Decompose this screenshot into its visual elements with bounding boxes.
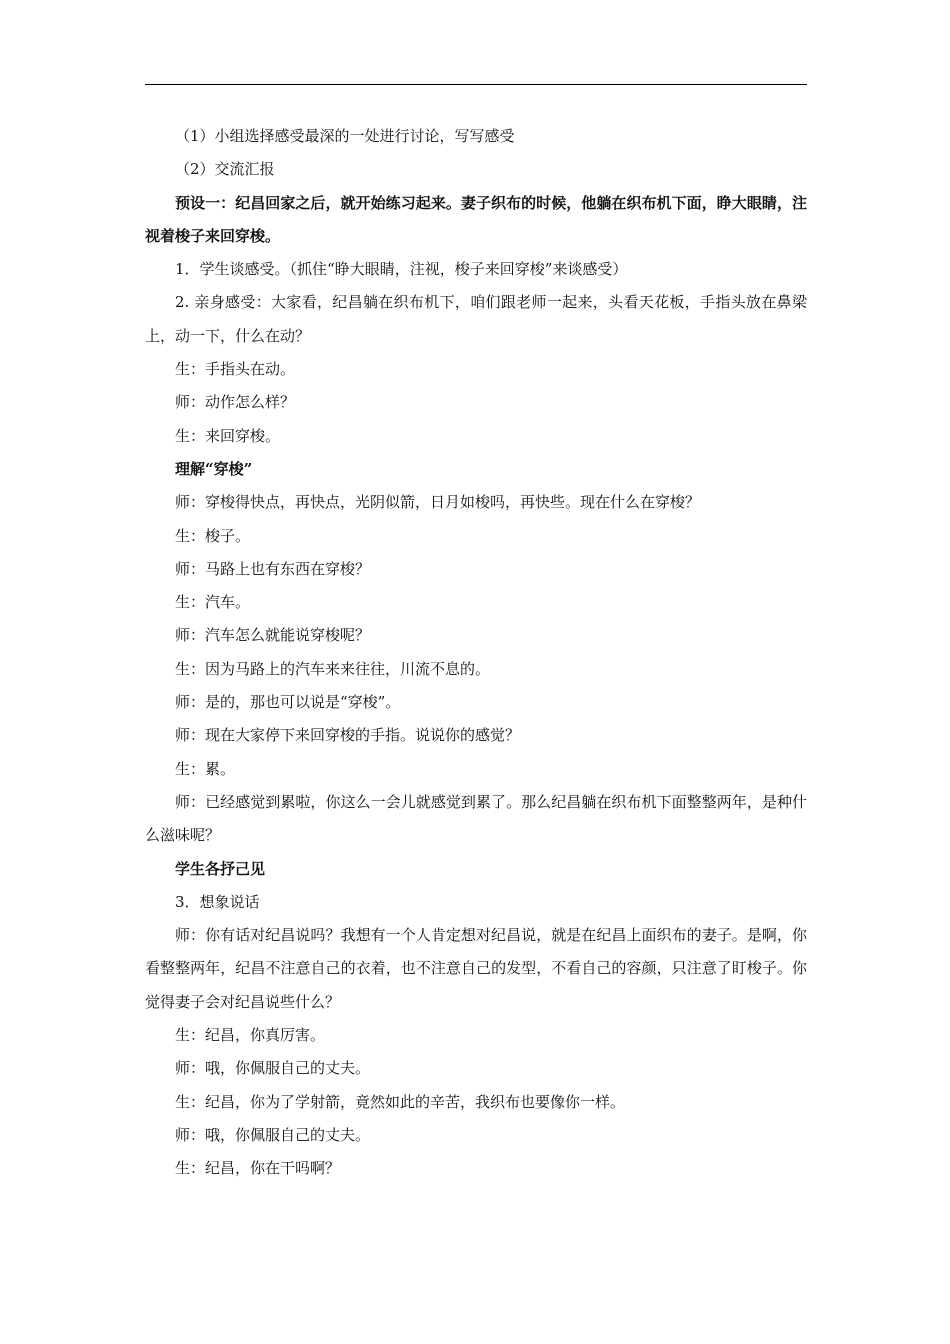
dialogue-line: 师：你有话对纪昌说吗？我想有一个人肯定想对纪昌说，就是在纪昌上面织布的妻子。是啊，你看整整两年，纪昌不注意自己的衣着，也不注意自己的发型，不看自己的容颜，只注意了盯梭子。你觉得妻子会对纪昌说些什么？ — [145, 926, 807, 1011]
dialogue-line: 师：现在大家停下来回穿梭的手指。说说你的感觉？ — [175, 726, 521, 745]
paragraph: （1）小组选择感受最深的一处进行讨论，写写感受 — [175, 127, 515, 145]
dialogue-line: 生：因为马路上的汽车来来往往，川流不息的。 — [175, 659, 491, 678]
dialogue-line: 生：来回穿梭。 — [175, 426, 281, 445]
paragraph-bold: 预设一：纪昌回家之后，就开始练习起来。妻子织布的时候，他躺在织布机下面，睁大眼睛，注视着梭子来回穿梭。 — [145, 193, 807, 245]
dialogue-line: 生：纪昌，你真厉害。 — [175, 1026, 326, 1045]
dialogue-line: 生：手指头在动。 — [175, 360, 296, 379]
paragraph: 1．学生谈感受。（抓住“睁大眼睛，注视，梭子来回穿梭”来谈感受） — [175, 260, 628, 279]
document-body — [145, 120, 807, 1186]
dialogue-line: 生：梭子。 — [175, 526, 251, 545]
dialogue-line: 生：累。 — [175, 759, 236, 778]
dialogue-line: 生：纪昌，你在干吗啊？ — [175, 1159, 341, 1178]
section-heading: 理解“穿梭” — [175, 459, 253, 478]
dialogue-line: 生：纪昌，你为了学射箭，竟然如此的辛苦，我织布也要像你一样。 — [175, 1092, 626, 1111]
paragraph: （2）交流汇报 — [175, 160, 275, 179]
dialogue-line: 师：动作怎么样？ — [175, 393, 296, 412]
dialogue-line: 师：穿梭得快点，再快点，光阴似箭，日月如梭吗，再快些。现在什么在穿梭？ — [175, 493, 701, 512]
header-rule — [145, 84, 807, 85]
section-heading: 学生各抒己见 — [175, 859, 266, 878]
dialogue-line: 师：已经感觉到累啦，你这么一会儿就感觉到累了。那么纪昌躺在织布机下面整整两年，是种什么滋味呢？ — [145, 792, 807, 845]
dialogue-line: 师：是的，那也可以说是“穿梭”。 — [175, 693, 401, 712]
dialogue-line: 师：哦，你佩服自己的丈夫。 — [175, 1059, 371, 1078]
dialogue-line: 师：汽车怎么就能说穿梭呢？ — [175, 626, 371, 645]
dialogue-line: 师：马路上也有东西在穿梭？ — [175, 559, 371, 578]
dialogue-line: 师：哦，你佩服自己的丈夫。 — [175, 1125, 371, 1144]
paragraph: 2. 亲身感受：大家看，纪昌躺在织布机下，咱们跟老师一起来，头看天花板，手指头放在鼻梁上，动一下，什么在动？ — [145, 293, 807, 345]
paragraph: 3．想象说话 — [175, 892, 260, 911]
dialogue-line: 生：汽车。 — [175, 593, 251, 612]
